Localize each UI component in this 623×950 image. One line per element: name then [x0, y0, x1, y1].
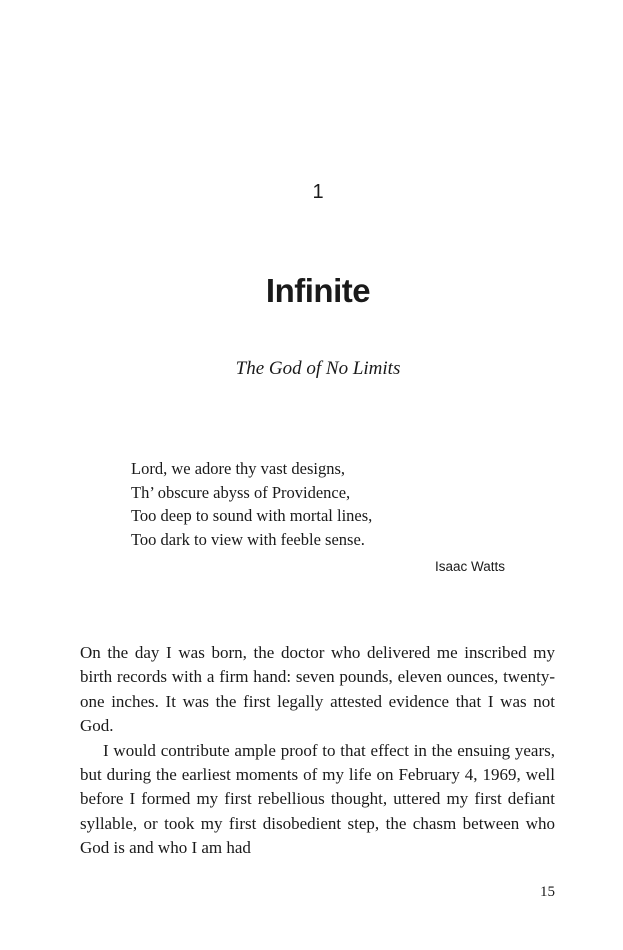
epigraph-line: Too deep to sound with mortal lines, — [131, 506, 373, 525]
epigraph — [131, 457, 511, 551]
chapter-subtitle: The God of No Limits — [235, 358, 401, 379]
page-number: 15 — [540, 884, 555, 900]
epigraph-line: Th’ obscure abyss of Providence, — [131, 482, 351, 502]
chapter-title: Infinite — [265, 272, 371, 309]
paragraph: On the day I was born, the doctor who delivered me inscribed my birth records with a firm hand: seven pounds, eleven ounces, twenty-one inches. It was the first legally attested evidence that I was not God. — [80, 643, 555, 736]
epigraph-attribution: Isaac Watts — [434, 559, 505, 574]
chapter-number: 1 — [312, 181, 324, 203]
body-text — [80, 641, 555, 861]
epigraph-line: Lord, we adore thy vast designs, — [131, 459, 345, 478]
epigraph-line: Too dark to view with feeble sense. — [131, 529, 365, 549]
paragraph: I would contribute ample proof to that effect in the ensuing years, but during the earliest moments of my life on February 4, 1969, well before I formed my first rebellious thought, uttered my first defiant syllable, or took my first disobedient step, the chasm between who God is and who I am had — [80, 740, 555, 858]
